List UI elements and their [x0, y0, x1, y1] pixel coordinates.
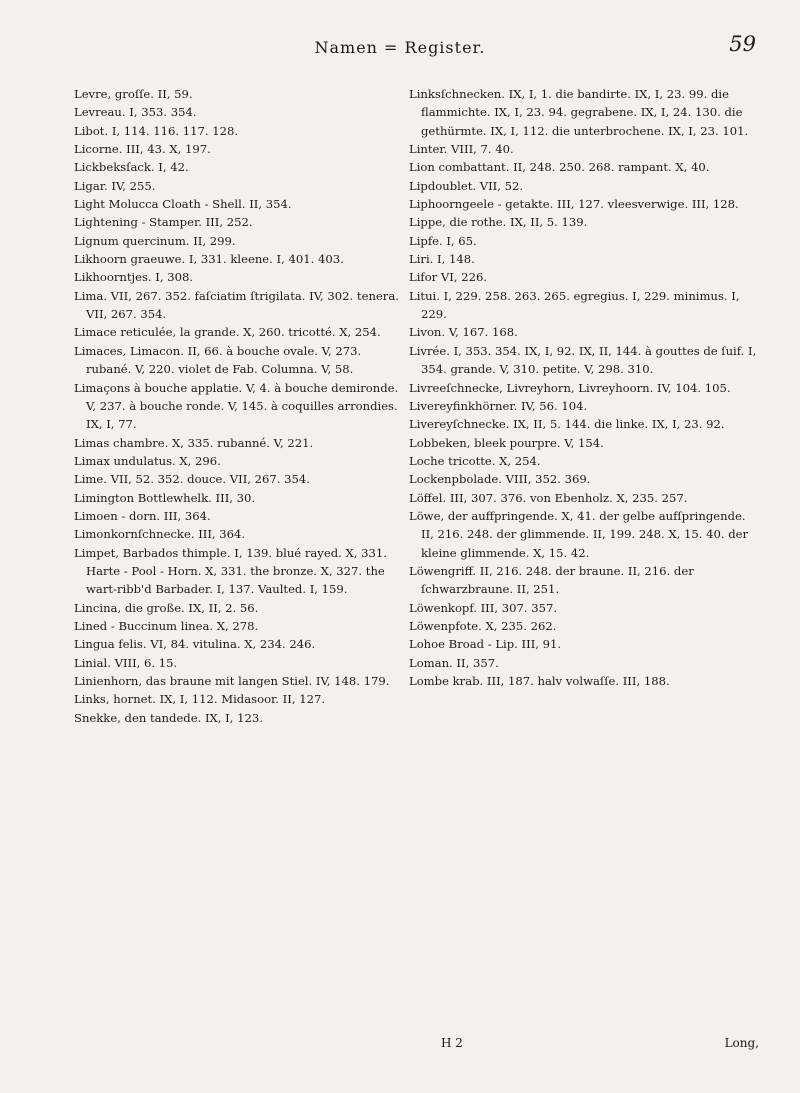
index-entry: Libot. I, 114. 116. 117. 128. [74, 123, 239, 138]
index-entry: Limington Bottlewhelk. III, 30. [74, 490, 256, 505]
index-entry: Likhoorntjes. I, 308. [74, 270, 194, 285]
index-entry: Lipdoublet. VII, 52. [409, 178, 524, 193]
index-entry: Liphoorngeele - getakte. III, 127. vleesverwige. III, 128. [409, 197, 739, 212]
index-column-left [74, 85, 402, 727]
index-entry: Lingua felis. VI, 84. vitulina. X, 234. 246. [74, 637, 316, 652]
index-entry: Limonkornſchnecke. III, 364. [74, 527, 246, 542]
index-entry: Löwenpfote. X, 235. 262. [409, 618, 557, 633]
index-entry: Livon. V, 167. 168. [409, 325, 518, 340]
running-title: Namen = Register. [314, 38, 486, 57]
index-entry: Livreeſchnecke, Livreyhorn, Livreyhoorn. IV, 104. 105. [409, 380, 731, 395]
index-entry: Links, hornet. IX, I, 112. Midasoor. II, 127. [74, 692, 326, 707]
index-entry: Liri. I, 148. [409, 252, 475, 267]
index-entry: Livereyfinkhörner. IV, 56. 104. [409, 398, 588, 413]
index-entry: Levre, groſſe. II, 59. [74, 87, 193, 101]
index-entry: Lohoe Broad - Lip. III, 91. [409, 637, 562, 652]
catchword: Long, [724, 1036, 759, 1050]
index-entry: Snekke, den tandede. IX, I, 123. [74, 710, 263, 725]
index-entry: Likhoorn graeuwe. I, 331. kleene. I, 401. 403. [74, 252, 344, 267]
page-number: 59 [729, 32, 756, 56]
index-entry: Lickbeksſack. I, 42. [74, 160, 189, 175]
index-entry: Löwenkopf. III, 307. 357. [409, 600, 558, 615]
index-entry: Limaces, Limacon. II, 66. à bouche ovale. V, 273. rubané. V, 220. violet de Fab. Columna. V, 58. [74, 343, 362, 377]
index-entry: Löwe, der auffpringende. X, 41. der gelbe aufſpringende. II, 216. 248. der glimmende. II, 199. 248. X, 15. 40. der kleine glimmende. X, 15. 42. [409, 508, 749, 560]
index-entry: Lime. VII, 52. 352. douce. VII, 267. 354. [74, 472, 310, 487]
index-entry: Ligar. IV, 255. [74, 178, 156, 193]
index-entry: Loche tricotte. X, 254. [409, 453, 541, 468]
index-entry: Limace reticulée, la grande. X, 260. tricotté. X, 254. [74, 325, 381, 340]
index-entry: Loman. II, 357. [409, 655, 499, 670]
index-entry: Lipfe. I, 65. [409, 233, 477, 248]
index-entry: Löwengriff. II, 216. 248. der braune. II, 216. der ſchwarzbraune. II, 251. [409, 563, 694, 597]
index-entry: Licorne. III, 43. X, 197. [74, 142, 211, 157]
index-entry: Linial. VIII, 6. 15. [74, 655, 178, 670]
page-footer [409, 1036, 759, 1056]
index-entry: Limaçons à bouche applatie. V, 4. à bouche demironde. V, 237. à bouche ronde. V, 145. à coquilles arrondies. IX, I, 77. [74, 380, 399, 432]
index-entry: Lion combattant. II, 248. 250. 268. rampant. X, 40. [409, 160, 710, 175]
index-column-right [409, 85, 759, 690]
index-entry: Limpet, Barbados thimple. I, 139. blué rayed. X, 331. Harte - Pool - Horn. X, 331. the bronze. X, 327. the wart-ribb'd Barbader. I, 137. Vaulted. I, 159. [74, 545, 387, 597]
index-entry: Lombe krab. III, 187. halv volwaſſe. III, 188. [409, 674, 670, 688]
index-entry: Lined - Buccinum linea. X, 278. [74, 618, 259, 633]
index-entry: Light Molucca Cloath - Shell. II, 354. [74, 197, 292, 212]
signature-mark: H 2 [441, 1036, 463, 1050]
index-entry: Litui. I, 229. 258. 263. 265. egregius. I, 229. minimus. I, 229. [409, 288, 740, 322]
index-entry: Löffel. III, 307. 376. von Ebenholz. X, 235. 257. [409, 490, 688, 505]
index-entry: Livereyſchnecke. IX, II, 5. 144. die linke. IX, I, 23. 92. [409, 417, 725, 432]
index-entry: Limas chambre. X, 335. rubanné. V, 221. [74, 435, 314, 450]
index-entry: Livrée. I, 353. 354. IX, I, 92. IX, II, 144. à gouttes de ſuif. I, 354. grande. V, 310. petite. V, 298. 310. [409, 343, 757, 377]
index-entry: Limoen - dorn. III, 364. [74, 508, 211, 523]
index-entry: Linienhorn, das braune mit langen Stiel. IV, 148. 179. [74, 674, 390, 688]
index-entry: Lincina, die große. IX, II, 2. 56. [74, 600, 259, 615]
index-entry: Lockenpbolade. VIII, 352. 369. [409, 472, 591, 487]
index-entry: Lifor VI, 226. [409, 270, 488, 285]
index-entry: Linter. VIII, 7. 40. [409, 142, 514, 157]
index-entry: Limax undulatus. X, 296. [74, 453, 221, 468]
index-entry: Lima. VII, 267. 352. faſciatim ſtrigilata. IV, 302. tenera. VII, 267. 354. [74, 288, 399, 322]
index-entry: Lignum quercinum. II, 299. [74, 233, 236, 248]
page-header [0, 32, 800, 72]
index-entry: Levreau. I, 353. 354. [74, 105, 197, 120]
index-entry: Lobbeken, bleek pourpre. V, 154. [409, 435, 604, 450]
index-entry: Lippe, die rothe. IX, II, 5. 139. [409, 215, 588, 230]
index-entry: Lightening - Stamper. III, 252. [74, 215, 253, 230]
index-entry: Linksſchnecken. IX, I, 1. die bandirte. IX, I, 23. 99. die flammichte. IX, I, 23. 94. gegrabene. IX, I, 24. 130. die gethürmte. IX, I, 112. die unterbrochene. IX, I, 23. 101. [409, 87, 749, 138]
